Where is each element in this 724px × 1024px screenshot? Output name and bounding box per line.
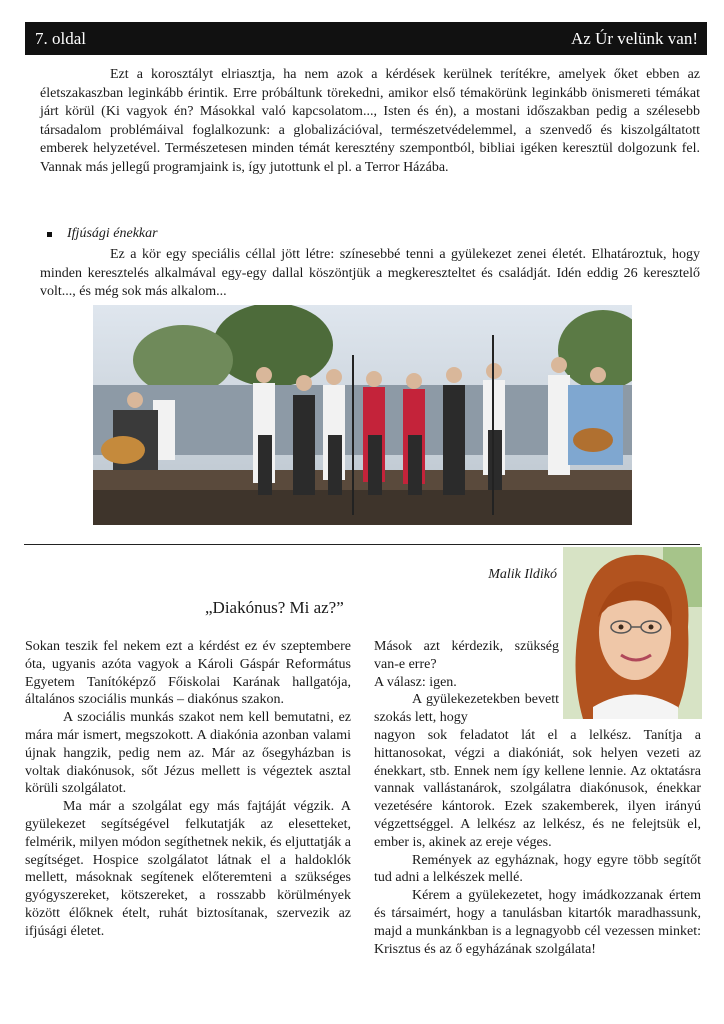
- choir-paragraph: Ez a kör egy speciális céllal jött létre: színesebbé tenni a gyülekezet zenei életét. Elhatároztuk, hogy minden keresztelés alkalmával egy-egy dallal köszöntjük a megkereszteltet és családját. Idén eddig 26 keresztelő volt..., és még sok más alkalom...: [40, 247, 700, 300]
- left-paragraph-2: A szociális munkás szakot nem kell bemutatni, ez mára már ismert, megszokott. A diakónia azonban valami újnak hangzik, pedig nem az. Már az ősegyházban is voltak diakónusok, sőt Jézus mellett is végeztek asztal körüli szolgálatot.: [25, 710, 351, 797]
- choir-photo: [93, 305, 632, 525]
- left-paragraph-3: Ma már a szolgálat egy más fajtáját végzik. A gyülekezet segítségével felkutatják az elesetteket, felmérik, milyen módon segíthetnek nekik, és eljuttatják a segítséget. Hospice szolgálatot látnak el a haldoklók mellett, másoknak segítenek előteremteni a szükséges gyógyszereket, kötszereket, a rosszabb körülmények között élőknek ételt, ruhát biztosítanak, szervezik az ifjúsági életet.: [25, 799, 351, 939]
- article-title: „Diakónus? Mi az?”: [205, 598, 344, 617]
- right-paragraph-2: Remények az egyháznak, hogy egyre több segítőt tud adni a lelkészek mellé.: [374, 852, 701, 886]
- section-divider: [24, 544, 700, 545]
- article-right-column: [374, 638, 701, 958]
- intro-paragraph: Ezt a korosztályt elriasztja, ha nem azok a kérdések kerülnek terítékre, amelyek őket ebben az életszakaszban leginkább érintik. Erre próbáltunk törekedni, amikor első témakörünk leginkább önismereti témákat járt körül (Ki vagyok én? Másokkal való kapcsolatom..., Isten és én), a mostani időszakban pedig a szélesebb társadalom problémáival foglalkozunk: a globalizációval, természetvédelemmel, a szenvedő és kiszolgáltatott emberek helyzetével. Természetesen minden témát keresztény szempontból, bibliai igéken keresztül dolgozunk fel. Vannak más jellegű programjaink is, így jutottunk el pl. a Terror Házába.: [40, 67, 700, 175]
- right-question: Mások azt kérdezik, szükség van-e erre?: [374, 639, 559, 672]
- article-author: Malik Ildikó: [488, 567, 557, 582]
- choir-heading: [47, 226, 158, 242]
- publication-title: Az Úr velünk van!: [571, 28, 698, 48]
- bullet-square-icon: [47, 232, 52, 237]
- right-intro: A gyülekezetekben bevett szokás lett, hogy: [374, 692, 559, 726]
- choir-title: Ifjúsági énekkar: [67, 226, 158, 241]
- article-left-column: [25, 638, 351, 941]
- right-paragraph-3: Kérem a gyülekezetet, hogy imádkozzanak értem és társaimért, hogy a tanulásban kitartók maradhassunk, majd a munkánkban is a legnagyobb cél vezessen minket: Krisztus és az ő egyházának szolgálata!: [374, 888, 701, 957]
- right-answer: A válasz: igen.: [374, 674, 457, 690]
- left-paragraph-1: Sokan teszik fel nekem ezt a kérdést ez év szeptembere óta, ugyanis azóta vagyok a Károli Gáspár Református Egyetem Tanítóképző Főiskolai Karának hallgatója, általános szociális munkás – diakónus szakon.: [25, 639, 351, 708]
- page-number: 7. oldal: [35, 28, 86, 48]
- right-paragraph-1: nagyon sok feladatot lát el a lelkész. Tanítja a hittanosokat, végzi a diakóniát, sok helyen vezeti az énekkart, stb. Ennek nem így kellene lennie. Az oktatásra vannak vallástanárok, szolgálatra diakónusok, énekkar vezetésére kántorok. Ezek szakemberek, ilyen irányú végzettséggel. A lelkész az lelkész, és ne felejtsük el, ember is, akinek az ereje véges.: [374, 727, 701, 850]
- page-header: [25, 22, 707, 55]
